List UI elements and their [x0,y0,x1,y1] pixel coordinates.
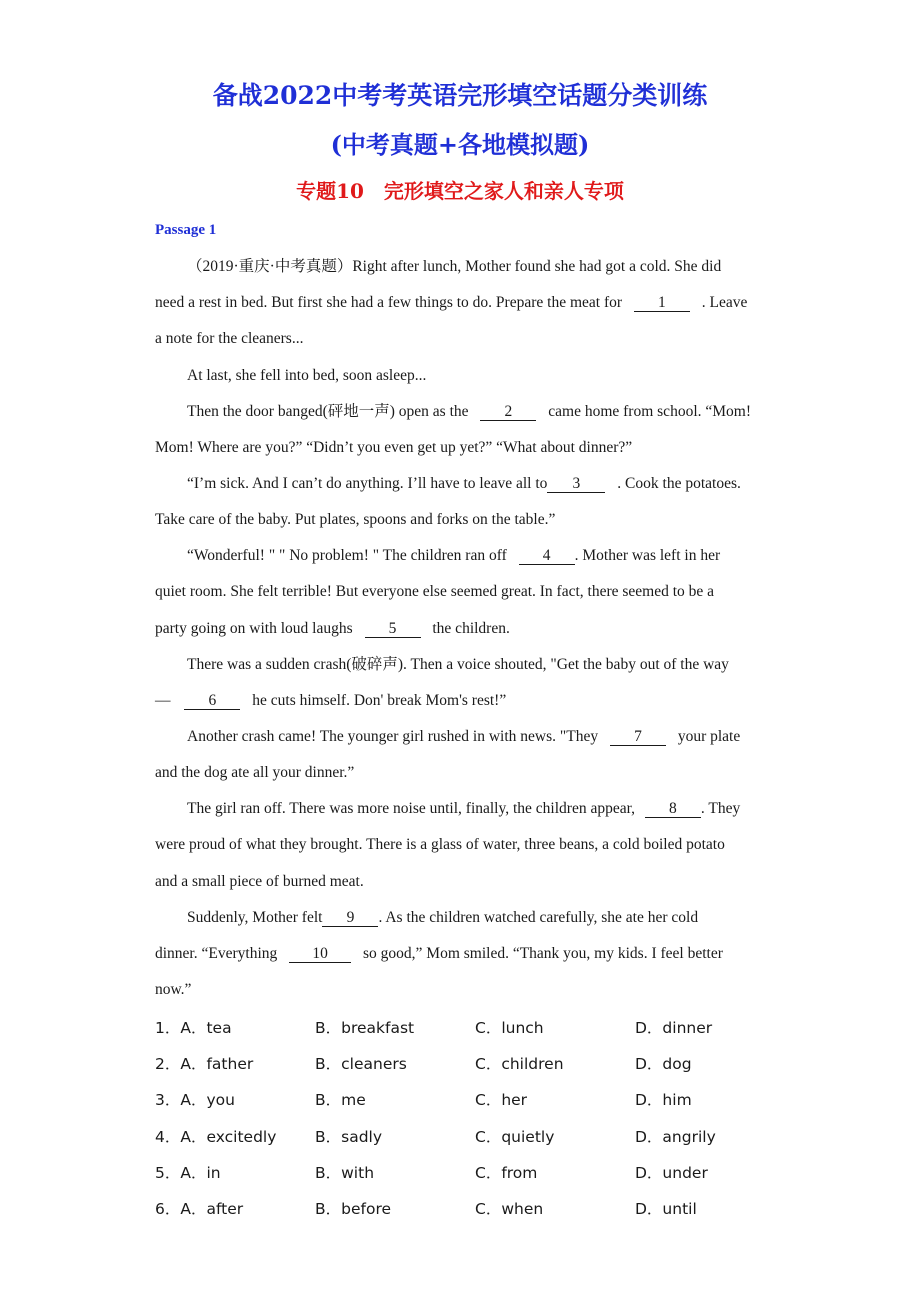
option-d: D．him [635,1091,692,1109]
blank-7: 7 [610,728,666,746]
blank-6: 6 [184,692,240,710]
passage-text: “Wonderful! " " No problem! " The children ran off [187,547,507,564]
blank-8: 8 [645,800,701,818]
blank-3: 3 [547,475,605,493]
passage-label: Passage 1 [155,222,217,238]
passage-text: party going on with loud laughs [155,620,353,637]
passage-text: your plate [677,728,741,745]
passage-line [155,691,506,711]
blank-5: 5 [365,620,421,638]
option-d: D．dinner [635,1019,713,1037]
option-d: D．dog [635,1055,692,1073]
passage-text: need a rest in bed. But first she had a few things to do. Prepare the meat for [155,294,623,311]
passage-text: Suddenly, Mother felt [187,909,323,926]
passage-text: Another crash came! The younger girl rushed in with news. "They [187,728,599,745]
passage-text: . As the children watched carefully, she ate her cold [378,909,699,926]
option-c: C．quietly [475,1128,555,1146]
passage-line: quiet room. She felt terrible! But everyone else seemed great. In fact, there seemed to be a [155,583,715,600]
option-b: B．sadly [315,1128,383,1146]
passage-text: the children. [432,620,510,637]
option-d: D．under [635,1164,708,1182]
option-c: C．when [475,1200,544,1218]
passage-line [187,727,740,747]
passage-line: Mom! Where are you?” “Didn’t you even get up yet?” “What about dinner?” [155,439,633,456]
passage-text: . Cook the potatoes. [617,475,741,492]
options-row-4 [155,1125,855,1145]
passage-line [187,474,741,494]
option-a: 6．A．after [155,1200,244,1218]
passage-line [155,619,510,639]
passage-text: he cuts himself. Don' break Mom's rest!” [252,692,507,709]
option-c: C．her [475,1091,528,1109]
passage-line: now.” [155,981,192,998]
passage-text: . Mother was left in her [574,547,721,564]
passage-line [187,799,740,819]
passage-line: At last, she fell into bed, soon asleep... [187,367,427,384]
passage-text: Then the door banged(砰地一声) open as the [187,403,469,420]
passage-text: The girl ran off. There was more noise until, finally, the children appear, [187,800,636,817]
option-c: C．from [475,1164,538,1182]
passage-text: . Leave [701,294,748,311]
option-b: B．me [315,1091,366,1109]
option-b: B．breakfast [315,1019,415,1037]
option-b: B．before [315,1200,392,1218]
blank-1: 1 [634,294,690,312]
passage-text: came home from school. “Mom! [548,403,751,420]
passage-line [155,293,747,313]
blank-4: 4 [519,547,575,565]
option-a: 2．A．father [155,1055,254,1073]
option-a: 5．A．in [155,1164,221,1182]
passage-line: and a small piece of burned meat. [155,873,364,890]
option-c: C．children [475,1055,564,1073]
document-title: 备战2022中考考英语完形填空话题分类训练 [212,81,708,110]
options-row-1 [155,1016,855,1036]
passage-line: and the dog ate all your dinner.” [155,764,355,781]
topic-heading: 专题10 完形填空之家人和亲人专项 [296,179,624,203]
option-a: 1．A．tea [155,1019,232,1037]
options-row-5 [155,1161,855,1181]
option-d: D．angrily [635,1128,716,1146]
passage-line [187,402,751,422]
passage-text: “I’m sick. And I can’t do anything. I’ll have to leave all to [187,475,548,492]
passage-text: so good,” Mom smiled. “Thank you, my kids. I feel better [363,945,723,962]
option-c: C．lunch [475,1019,544,1037]
passage-line [187,546,720,566]
option-b: B．cleaners [315,1055,407,1073]
passage-line [187,908,698,928]
blank-2: 2 [480,403,536,421]
options-row-6 [155,1197,855,1217]
option-a: 4．A．excitedly [155,1128,277,1146]
blank-10: 10 [289,945,351,963]
option-b: B．with [315,1164,375,1182]
passage-line: （2019·重庆·中考真题）Right after lunch, Mother found she had got a cold. She did [187,258,722,275]
document-subtitle: (中考真题+各地模拟题) [330,130,590,159]
option-a: 3．A．you [155,1091,235,1109]
passage-line: were proud of what they brought. There is a glass of water, three beans, a cold boiled potato [155,836,725,853]
passage-text: . They [700,800,741,817]
passage-line [155,944,723,964]
passage-text: — [155,692,171,709]
options-row-3 [155,1088,855,1108]
passage-line: a note for the cleaners... [155,330,304,347]
options-row-2 [155,1052,855,1072]
option-d: D．until [635,1200,697,1218]
blank-9: 9 [322,909,378,927]
passage-text: dinner. “Everything [155,945,278,962]
passage-line: There was a sudden crash(破碎声). Then a voice shouted, "Get the baby out of the way [187,656,729,673]
passage-line: Take care of the baby. Put plates, spoons and forks on the table.” [155,511,556,528]
